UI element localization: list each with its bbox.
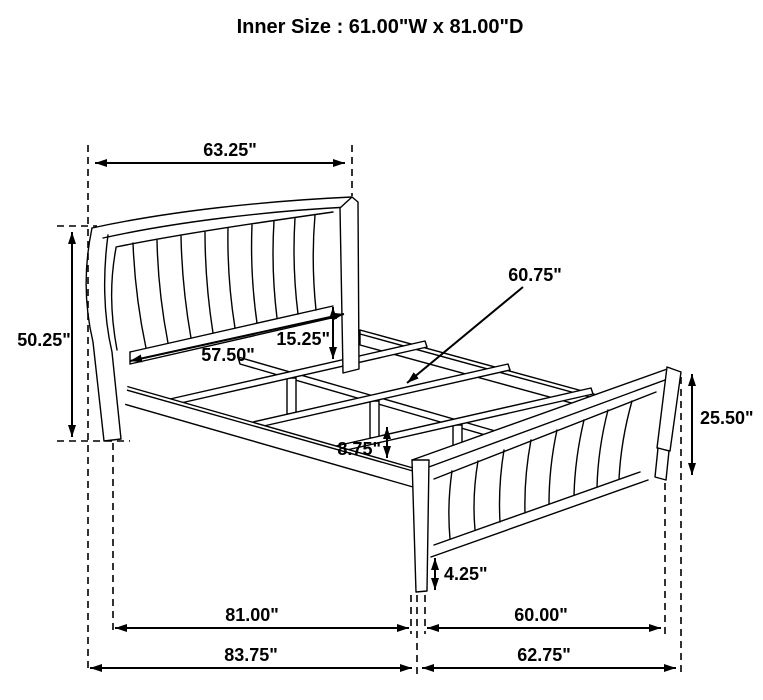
dim-label-footboard-inner-width: 60.00" — [514, 605, 568, 625]
page-title: Inner Size : 61.00"W x 81.00"D — [236, 16, 524, 38]
dimension-headboard-width — [95, 140, 345, 163]
dim-label-inner-depth: 81.00" — [225, 605, 279, 625]
dimension-footboard-inner-width — [427, 605, 661, 628]
dim-label-footboard-height: 25.50" — [700, 408, 754, 428]
dimension-inner-depth — [115, 605, 409, 628]
dimension-footboard-leg-height — [435, 558, 488, 590]
dimension-footboard-height — [692, 374, 754, 475]
dim-label-overall-depth: 83.75" — [224, 645, 278, 665]
dim-label-footboard-overall-width: 62.75" — [517, 645, 571, 665]
dim-label-rail-to-headboard-panel: 15.25" — [276, 329, 330, 349]
dim-label-center-support-height: 8.75" — [337, 439, 381, 459]
dim-label-slat-length: 60.75" — [508, 265, 562, 285]
dimension-footboard-overall-width — [422, 645, 676, 668]
dim-label-headboard-width: 63.25" — [203, 140, 257, 160]
dimension-headboard-height — [17, 232, 72, 437]
dim-label-footboard-leg-height: 4.25" — [444, 564, 488, 584]
dim-label-headboard-inner-width: 57.50" — [201, 345, 255, 365]
dim-label-headboard-height: 50.25" — [17, 330, 71, 350]
dimension-overall-depth — [90, 645, 412, 668]
